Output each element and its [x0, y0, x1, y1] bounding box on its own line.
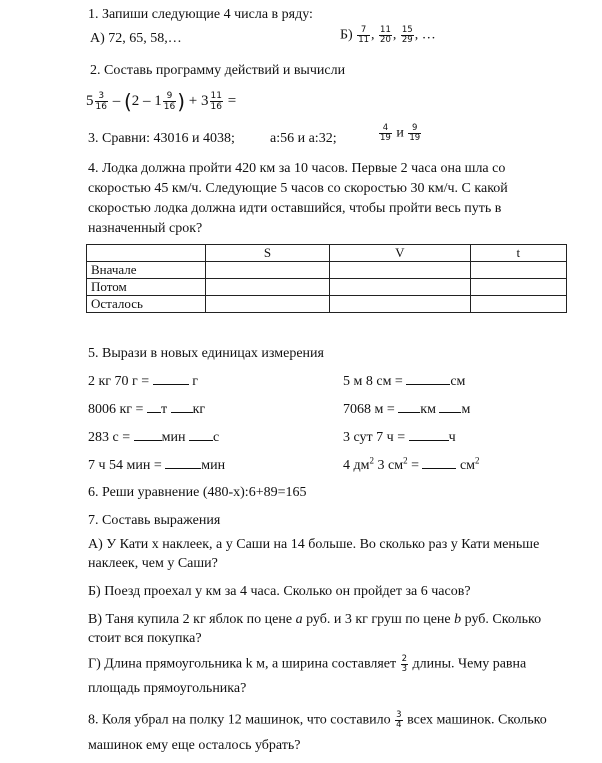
q5-item: 7 ч 54 мин = мин: [88, 458, 226, 473]
table-row-label: Потом: [87, 279, 206, 296]
table-cell: [330, 279, 471, 296]
q3-title: 3. Сравни: 43016 и 4038;: [88, 131, 235, 146]
answer-blank: [398, 400, 420, 413]
q7-a-line: наклеек, чем у Саши?: [88, 556, 218, 571]
q1-option-b: Б) $\frac{7}{11}$ , $\frac{11}{20}$ , $\frac{15}{29}$ , …: [340, 25, 436, 45]
q1-title: 1. Запиши следующие 4 числа в ряду:: [88, 7, 313, 22]
q7-g-line: Г) Длина прямоугольника k м, а ширина составляет $\frac{2}{3}$ длины. Чему равна: [88, 654, 527, 674]
q7-g-line: площадь прямоугольника?: [88, 681, 247, 696]
table-cell: [470, 262, 566, 279]
answer-blank: [409, 428, 449, 441]
q8-line: 8. Коля убрал на полку 12 машинок, что составило $\frac{3}{4}$ всех машинок. Сколько: [88, 710, 547, 730]
q7-title: 7. Составь выражения: [88, 513, 221, 528]
table-cell: [330, 262, 471, 279]
answer-blank: [189, 428, 213, 441]
q8-line: машинок ему еще осталось убрать?: [88, 738, 301, 753]
q5-item: 7068 м = км м: [343, 402, 471, 417]
q1-option-a: А) 72, 65, 58,…: [90, 31, 182, 46]
table-header: V: [330, 245, 471, 262]
q5-item: 283 с = мин с: [88, 430, 220, 445]
q5-item: 5 м 8 см = см: [343, 374, 466, 389]
q5-item: 8006 кг = т кг: [88, 402, 206, 417]
table-row: [87, 262, 567, 279]
table-row-label: Вначале: [87, 262, 206, 279]
q2-fraction: $\frac{9}{16}$: [163, 91, 176, 113]
table-cell: [206, 279, 330, 296]
answer-blank: [171, 400, 193, 413]
table-row: [87, 296, 567, 313]
q2-fraction: $\frac{3}{16}$: [95, 91, 107, 113]
table-cell: [206, 296, 330, 313]
q5-item: 2 кг 70 г = г: [88, 374, 198, 389]
q2-fraction: $\frac{11}{16}$: [210, 91, 222, 113]
table-header-row: [87, 245, 567, 262]
q1-fraction: $\frac{7}{11}$: [358, 25, 370, 45]
answer-blank: [406, 372, 450, 385]
q7-v-line: стоит вся покупка?: [88, 631, 202, 646]
q1-fraction: $\frac{11}{20}$: [380, 25, 391, 45]
q6-text: 6. Реши уравнение (480-х):6+89=165: [88, 485, 307, 500]
table-header: [87, 245, 206, 262]
table-cell: [470, 279, 566, 296]
table-header: t: [470, 245, 566, 262]
answer-blank: [439, 400, 461, 413]
q2-expression: 5 $\frac{3}{16}$ – (2 – 1 $\frac{9}{16}$ ) + 3 $\frac{11}{16}$ =: [86, 89, 237, 114]
q5-item: 4 $дм^2$ 3 $см^2 = см^2$: [343, 455, 480, 473]
table-row: [87, 279, 567, 296]
q1-fraction: $\frac{15}{29}$: [401, 25, 413, 45]
q7-a-line: А) У Кати x наклеек, а у Саши на 14 больше. Во сколько раз у Кати меньше: [88, 537, 540, 552]
table-cell: [330, 296, 471, 313]
table-cell: [206, 262, 330, 279]
q1-b-label: Б): [340, 27, 353, 43]
q5-title: 5. Вырази в новых единицах измерения: [88, 346, 324, 361]
q7-b-line: Б) Поезд проехал у км за 4 часа. Сколько он пройдет за 6 часов?: [88, 584, 471, 599]
answer-blank: [422, 456, 456, 469]
q4-text-line: назначенный срок?: [88, 221, 203, 236]
q8-fraction: $\frac{3}{4}$: [396, 710, 402, 730]
q3-fraction: $\frac{9}{19}$: [409, 123, 421, 143]
answer-blank: [165, 456, 201, 469]
q7-v-line: В) Таня купила 2 кг яблок по цене a руб. и 3 кг груш по цене b руб. Сколько: [88, 612, 542, 627]
answer-blank: [153, 372, 189, 385]
answer-blank: [134, 428, 162, 441]
q3-part2: a:56 и a:32;: [270, 131, 337, 146]
table-cell: [470, 296, 566, 313]
q4-text-line: 4. Лодка должна пройти 420 км за 10 часов. Первые 2 часа она шла со: [88, 161, 506, 176]
q4-text-line: скоростью лодка должна идти оставшийся, чтобы пройти весь путь в: [88, 201, 502, 216]
q7-fraction: $\frac{2}{3}$: [401, 654, 408, 674]
q5-item: 3 сут 7 ч = ч: [343, 430, 456, 445]
q4-text-line: скоростью 45 км/ч. Следующие 5 часов со скоростью 30 км/ч. С какой: [88, 181, 508, 196]
table-header: S: [206, 245, 330, 262]
q2-title: 2. Составь программу действий и вычисли: [90, 63, 346, 78]
q4-table: [86, 244, 567, 313]
table-row-label: Осталось: [87, 296, 206, 313]
answer-blank: [147, 400, 161, 413]
q3-fractions: $\frac{4}{19}$ и $\frac{9}{19}$: [380, 123, 421, 143]
q3-fraction: $\frac{4}{19}$: [380, 123, 391, 143]
